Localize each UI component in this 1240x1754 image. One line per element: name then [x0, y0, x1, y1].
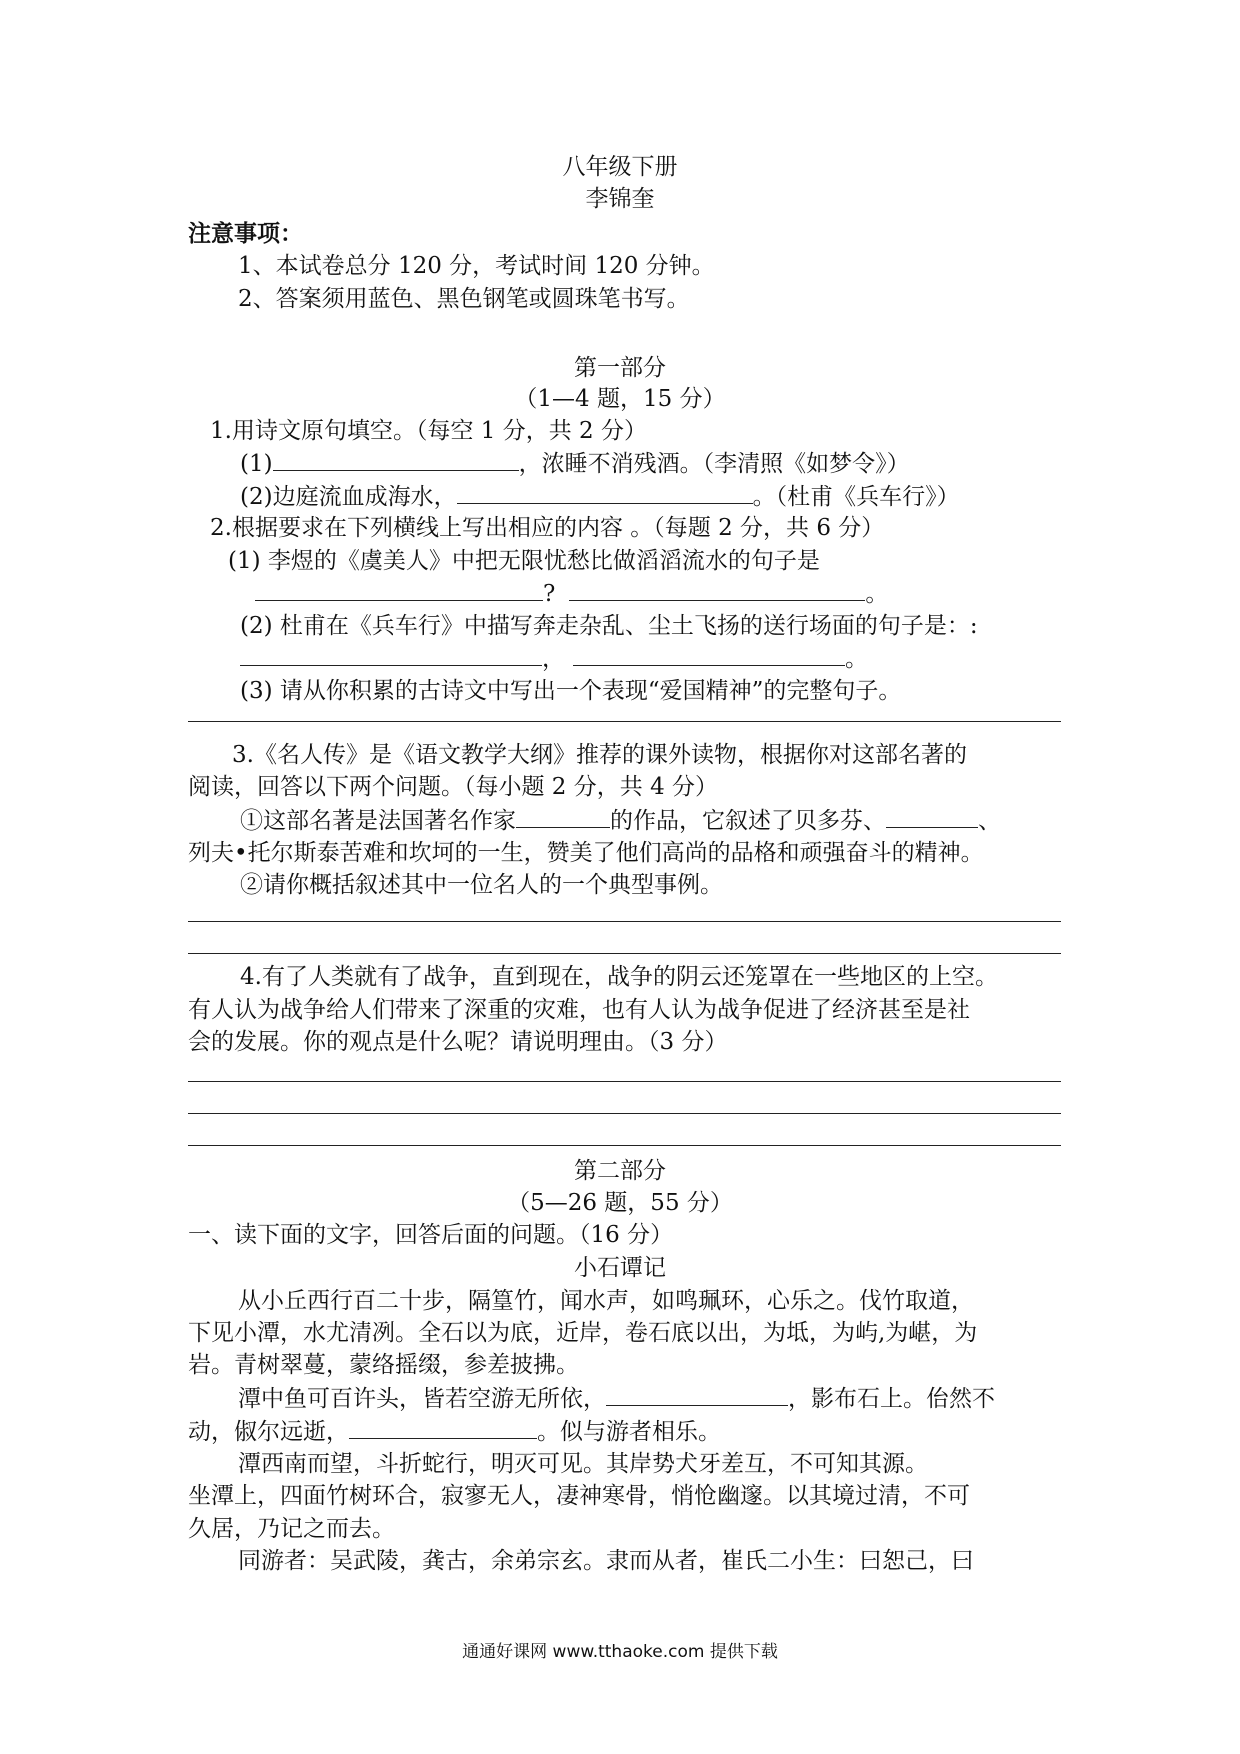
passage-p1-line-3: 岩。青树翠蔓，蒙络摇缀，参差披拂。	[188, 1352, 579, 1378]
q2-b-answer	[240, 643, 868, 674]
q2-a-end: 。	[865, 581, 889, 607]
q1-a	[240, 448, 910, 479]
q1-a-blank[interactable]	[273, 448, 519, 471]
doc-author: 李锦奎	[585, 186, 655, 212]
passage-p1-line-2: 下见小潭，水尤清冽。全石以为底，近岸，卷石底以出，为坻，为屿,为嵁，为	[188, 1320, 978, 1346]
part1-title: 第一部分	[574, 355, 666, 381]
passage-p3-line-2: 坐潭上，四面竹树环合，寂寥无人，凄神寒骨，悄怆幽邃。以其境过清，不可	[188, 1483, 970, 1509]
q4-answer-line-1[interactable]	[188, 1081, 1061, 1082]
part2-title: 第二部分	[574, 1158, 666, 1184]
q3-a-mid: 的作品，它叙述了贝多芬、	[610, 808, 886, 834]
q2-stem: 2.根据要求在下列横线上写出相应的内容 。（每题 2 分，共 6 分）	[210, 515, 885, 541]
q2-a-blank-2[interactable]	[569, 578, 865, 601]
q3-stem-1: 3.《名人传》是《语文教学大纲》推荐的课外读物，根据你对这部名著的	[232, 742, 967, 768]
q2-a-answer	[255, 578, 888, 609]
q3-b-answer-line-2[interactable]	[188, 953, 1061, 954]
q3-b-answer-line-1[interactable]	[188, 921, 1061, 922]
passage-p3-line-1: 潭西南而望，斗折蛇行，明灭可见。其岸势犬牙差互，不可知其源。	[238, 1451, 928, 1477]
notice-item-2: 2、答案须用蓝色、黑色钢笔或圆珠笔书写。	[238, 286, 690, 312]
q4-answer-line-3[interactable]	[188, 1145, 1061, 1146]
q3-stem-2: 阅读，回答以下两个问题。（每小题 2 分，共 4 分）	[188, 774, 719, 800]
doc-title: 八年级下册	[562, 154, 678, 180]
q4-answer-line-2[interactable]	[188, 1113, 1061, 1114]
page-footer: 通通好课网 www.tthaoke.com 提供下载	[462, 1642, 778, 1662]
q2-b: (2) 杜甫在《兵车行》中描写奔走杂乱、尘土飞扬的送行场面的句子是：:	[240, 613, 978, 639]
passage-p3-line-3: 久居，乃记之而去。	[188, 1516, 395, 1542]
q2-b-mid: ，	[542, 646, 565, 672]
q2-c-answer-line[interactable]	[188, 721, 1061, 722]
passage-p4-line-1: 同游者：吴武陵，龚古，余弟宗玄。隶而从者，崔氏二小生：曰恕己，曰	[238, 1548, 974, 1574]
q3-a-line-2: 列夫•托尔斯泰苦难和坎坷的一生，赞美了他们高尚的品格和顽强奋斗的精神。	[188, 840, 984, 866]
passage-p2-line-1-b: ，影布石上。佁然不	[788, 1386, 995, 1412]
section1-heading: 一、读下面的文字，回答后面的问题。（16 分）	[188, 1222, 674, 1248]
q3-a-blank-1[interactable]	[516, 805, 610, 828]
q1-b-prefix: (2)边庭流血成海水，	[240, 484, 457, 510]
part1-range: （1—4 题，15 分）	[514, 386, 726, 412]
passage-p2-line-1-a: 潭中鱼可百许头，皆若空游无所依，	[238, 1386, 606, 1412]
q2-b-blank-1[interactable]	[240, 643, 542, 666]
q1-stem: 1.用诗文原句填空。（每空 1 分，共 2 分）	[210, 418, 647, 444]
q3-a-end: 、	[978, 808, 1001, 834]
q4-line-3: 会的发展。你的观点是什么呢？请说明理由。（3 分）	[188, 1029, 728, 1055]
passage-p2-line-2-b: 。似与游者相乐。	[537, 1419, 721, 1445]
passage-p2-line-2	[188, 1416, 721, 1447]
q2-a-blank-1[interactable]	[255, 578, 543, 601]
passage-blank-1[interactable]	[606, 1383, 788, 1406]
notice-item-1: 1、本试卷总分 120 分，考试时间 120 分钟。	[238, 253, 715, 279]
passage-title: 小石谭记	[574, 1255, 666, 1281]
q3-a	[240, 805, 1001, 836]
q1-b-suffix: 。（杜甫《兵车行》）	[752, 484, 960, 510]
q4-line-2: 有人认为战争给人们带来了深重的灾难，也有人认为战争促进了经济甚至是社	[188, 997, 970, 1023]
q1-b-blank[interactable]	[457, 481, 753, 504]
q2-b-blank-2[interactable]	[573, 643, 845, 666]
q2-b-end: 。	[845, 646, 868, 672]
q2-a: (1) 李煜的《虞美人》中把无限忧愁比做滔滔流水的句子是	[228, 548, 820, 574]
q2-a-mid: ?	[543, 581, 556, 607]
passage-p1-line-1: 从小丘西行百二十步，隔篁竹，闻水声，如鸣珮环，心乐之。伐竹取道，	[238, 1288, 974, 1314]
passage-p2-line-1	[238, 1383, 995, 1414]
q1-a-suffix: ，浓睡不消残酒。（李清照《如梦令》）	[518, 451, 910, 477]
q3-a-blank-2[interactable]	[886, 805, 978, 828]
q3-b: ②请你概括叙述其中一位名人的一个典型事例。	[240, 872, 723, 898]
q4-line-1: 4.有了人类就有了战争，直到现在，战争的阴云还笼罩在一些地区的上空。	[240, 964, 998, 990]
q3-a-prefix: ①这部名著是法国著名作家	[240, 808, 516, 834]
q1-a-prefix: (1)	[240, 451, 273, 477]
notice-heading: 注意事项：	[188, 220, 303, 247]
passage-p2-line-2-a: 动，俶尔远逝，	[188, 1419, 349, 1445]
part2-range: （5—26 题，55 分）	[507, 1190, 733, 1216]
q2-c: (3) 请从你积累的古诗文中写出一个表现“爱国精神”的完整句子。	[240, 678, 902, 704]
q1-b	[240, 481, 960, 512]
passage-blank-2[interactable]	[349, 1416, 537, 1439]
